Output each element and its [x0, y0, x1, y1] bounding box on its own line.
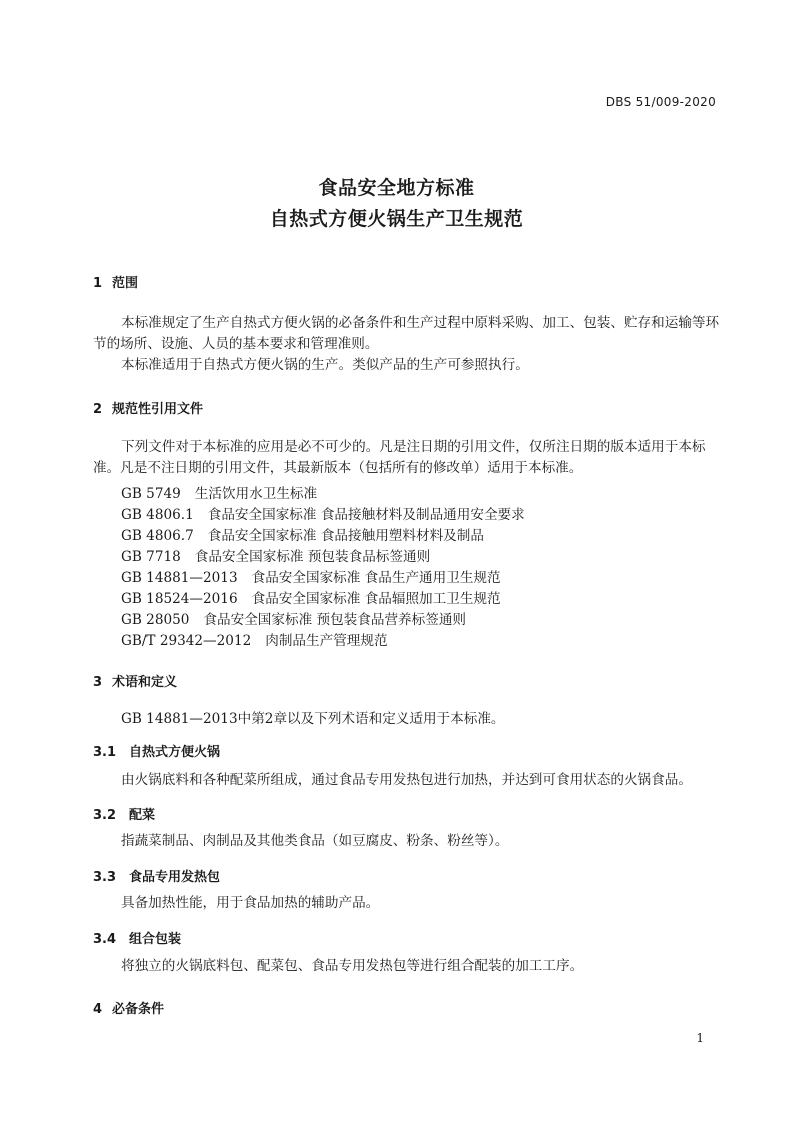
section-title: 范围: [112, 276, 139, 291]
reference-item: [121, 503, 525, 523]
reference-title: 食品安全国家标准 食品生产通用卫生规范: [251, 570, 501, 586]
reference-title: 肉制品生产管理规范: [265, 633, 388, 649]
term-name: 自热式方便火锅: [129, 745, 221, 760]
reference-code: GB 7718: [121, 549, 181, 565]
reference-item: [121, 524, 484, 544]
reference-item: [121, 608, 466, 628]
term-definition: 由火锅底料和各种配菜所组成，通过食品专用发热包进行加热，并达到可食用状态的火锅食品。: [121, 772, 692, 788]
section-title: 必备条件: [112, 1002, 165, 1017]
scope-paragraph-2: 本标准适用于自热式方便火锅的生产。类似产品的生产可参照执行。: [121, 357, 529, 373]
document-title-line-1: 食品安全地方标准: [318, 177, 475, 199]
reference-title: 食品安全国家标准 预包装食品标签通则: [194, 549, 431, 565]
reference-item: [121, 545, 430, 565]
reference-item: [121, 587, 501, 607]
section-heading-requirements: [93, 998, 164, 1017]
reference-item: [121, 629, 388, 649]
section-title: 规范性引用文件: [112, 402, 204, 417]
term-definition: 将独立的火锅底料包、配菜包、食品专用发热包等进行组合配装的加工工序。: [121, 958, 584, 974]
section-number: 3: [93, 675, 103, 690]
term-name: 食品专用发热包: [129, 870, 221, 885]
reference-code: GB 18524—2016: [121, 591, 238, 607]
reference-code: GB 14881—2013: [121, 570, 238, 586]
reference-code: GB 4806.1: [121, 507, 194, 523]
term-number: 3.2: [93, 808, 117, 823]
term-heading: [93, 928, 181, 947]
term-heading: [93, 866, 220, 885]
reference-code: GB 4806.7: [121, 528, 194, 544]
term-heading: [93, 804, 155, 823]
section-heading-scope: [93, 272, 138, 291]
reference-title: 食品安全国家标准 食品接触材料及制品通用安全要求: [207, 507, 525, 523]
term-number: 3.1: [93, 745, 117, 760]
reference-title: 食品安全国家标准 食品辐照加工卫生规范: [251, 591, 501, 607]
section-title: 术语和定义: [112, 675, 178, 690]
term-heading: [93, 741, 220, 760]
reference-title: 食品安全国家标准 预包装食品营养标签通则: [203, 612, 467, 628]
section-number: 1: [93, 276, 103, 291]
reference-code: GB/T 29342—2012: [121, 633, 252, 649]
reference-item: [121, 482, 317, 502]
page-number: 1: [696, 1031, 704, 1045]
reference-code: GB 5749: [121, 486, 181, 502]
reference-title: 食品安全国家标准 食品接触用塑料材料及制品: [207, 528, 484, 544]
reference-item: [121, 566, 501, 586]
section-heading-terms: [93, 671, 177, 690]
references-intro: 下列文件对于本标准的应用是必不可少的。凡是注日期的引用文件，仅所注日期的版本适用于本标准。凡是不注日期的引用文件，其最新版本（包括所有的修改单）适用于本标准。: [93, 439, 706, 476]
scope-paragraph-1: 本标准规定了生产自热式方便火锅的必备条件和生产过程中原料采购、加工、包装、贮存和运输等环节的场所、设施、人员的基本要求和管理准则。: [93, 315, 720, 352]
document-title-line-2: 自热式方便火锅生产卫生规范: [269, 208, 524, 230]
reference-title: 生活饮用水卫生标准: [194, 486, 318, 502]
section-number: 2: [93, 402, 103, 417]
term-number: 3.3: [93, 870, 117, 885]
term-definition: 具备加热性能，用于食品加热的辅助产品。: [121, 895, 380, 911]
section-heading-references: [93, 398, 203, 417]
term-name: 组合包装: [129, 932, 182, 947]
reference-code: GB 28050: [121, 612, 190, 628]
term-name: 配菜: [129, 808, 156, 823]
document-number: DBS 51/009-2020: [605, 95, 716, 109]
terms-intro: GB 14881—2013中第2章以及下列术语和定义适用于本标准。: [121, 711, 505, 727]
term-definition: 指蔬菜制品、肉制品及其他类食品（如豆腐皮、粉条、粉丝等）。: [121, 833, 509, 849]
section-number: 4: [93, 1002, 103, 1017]
term-number: 3.4: [93, 932, 117, 947]
